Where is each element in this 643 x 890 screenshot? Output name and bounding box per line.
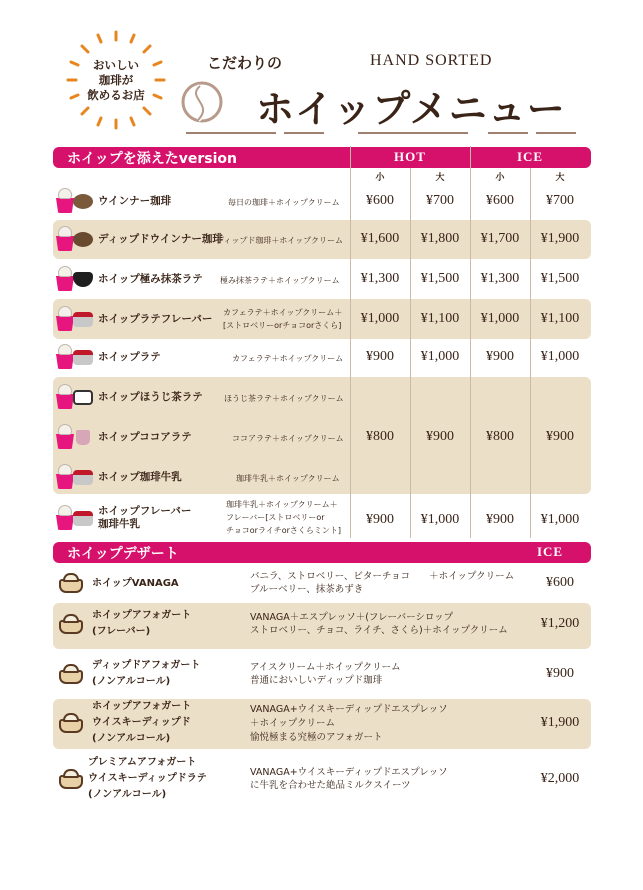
size-small: 小 xyxy=(375,173,385,183)
price-hot-large: ¥1,100 xyxy=(420,311,460,326)
matcha-bowl-icon xyxy=(73,269,95,289)
price-hot-small: ¥1,000 xyxy=(360,311,400,326)
price-ice-large: ¥1,000 xyxy=(540,512,580,527)
item-desc: ココアラテ＋ホイップクリーム xyxy=(232,434,344,443)
section-title: ホイップデザート xyxy=(67,546,179,562)
item-desc: ディップド珈琲＋ホイップクリーム xyxy=(216,236,343,245)
badge-text: おいしい 珈琲が 飲めるお店 xyxy=(87,58,145,102)
whip-cup-icon xyxy=(55,266,75,292)
price-ice-small: ¥900 xyxy=(486,512,514,527)
dessert-name: ホイップVANAGA xyxy=(92,578,179,589)
dessert-desc: 愉悦極まる究極のアフォガート xyxy=(250,732,383,743)
item-desc: 毎日の珈琲＋ホイップクリーム xyxy=(228,198,340,207)
price-ice-large: ¥1,100 xyxy=(540,311,580,326)
dessert-desc: VANAGA＋エスプレッソ＋(フレーバーシロップ xyxy=(250,612,454,623)
whip-cup-icon xyxy=(55,306,75,332)
dessert-price: ¥600 xyxy=(546,575,574,590)
dessert-price: ¥1,900 xyxy=(540,715,580,730)
hot-column-label: HOT xyxy=(394,149,426,164)
dessert-cup-icon xyxy=(58,713,84,733)
milk-carton-icon xyxy=(73,508,95,528)
price-hot-large: ¥900 xyxy=(426,429,454,444)
dessert-desc: に牛乳を合わせた絶品ミルクスイーツ xyxy=(250,780,411,791)
divider xyxy=(284,132,324,134)
tea-cup-icon xyxy=(73,387,95,407)
divider xyxy=(358,132,468,134)
item-name: ウインナー珈琲 xyxy=(98,195,172,207)
item-desc: 珈琲牛乳＋ホイップクリーム＋ xyxy=(226,500,338,509)
dessert-desc: ブルーベリー、抹茶あずき xyxy=(250,584,364,595)
price-ice-large: ¥1,000 xyxy=(540,349,580,364)
dessert-name: ホイップアフォガート xyxy=(92,701,192,712)
item-name: ホイップ珈琲牛乳 xyxy=(98,471,182,483)
item-name: ホイップラテ xyxy=(98,351,161,363)
price-hot-large: ¥1,500 xyxy=(420,271,460,286)
price-hot-large: ¥1,000 xyxy=(420,349,460,364)
shop-logo-icon xyxy=(178,78,238,128)
header xyxy=(0,0,643,140)
price-ice-small: ¥1,000 xyxy=(480,311,520,326)
section-header-dessert xyxy=(53,542,591,563)
dessert-name: ウイスキーディップドラテ xyxy=(88,773,207,784)
dessert-cup-icon xyxy=(58,573,84,593)
item-name: ホイップフレーバー xyxy=(98,505,192,517)
dessert-cup-icon xyxy=(58,614,84,634)
dessert-desc: ストロベリー、チョコ、ライチ、さくら)＋ホイップクリーム xyxy=(250,625,508,636)
whip-cup-icon xyxy=(55,384,75,410)
ice-column-label: ICE xyxy=(536,544,564,559)
price-ice-large: ¥1,500 xyxy=(540,271,580,286)
dessert-desc: ＋ホイップクリーム xyxy=(250,718,336,729)
item-name: 珈琲牛乳 xyxy=(98,518,140,530)
price-ice-small: ¥1,700 xyxy=(480,231,520,246)
price-hot-small: ¥900 xyxy=(366,512,394,527)
dessert-name: プレミアムアフォガート xyxy=(88,757,197,768)
price-ice-large: ¥700 xyxy=(546,193,574,208)
divider xyxy=(488,132,528,134)
price-hot-small: ¥900 xyxy=(366,349,394,364)
cocoa-glass-icon xyxy=(73,427,95,447)
item-name: ディップドウインナー珈琲 xyxy=(98,233,223,245)
divider xyxy=(536,132,576,134)
item-desc: ほうじ茶ラテ＋ホイップクリーム xyxy=(224,394,344,403)
size-small: 小 xyxy=(495,173,505,183)
size-large: 大 xyxy=(435,173,445,183)
dessert-name: ディップドアフォガート xyxy=(92,660,201,671)
price-hot-large: ¥1,000 xyxy=(420,512,460,527)
item-desc: 珈琲牛乳＋ホイップクリーム xyxy=(236,474,340,483)
price-ice-small: ¥600 xyxy=(486,193,514,208)
price-ice-small: ¥1,300 xyxy=(480,271,520,286)
section-title: ホイップを添えたversion xyxy=(67,151,237,167)
coffee-cup-icon xyxy=(73,191,95,211)
price-hot-small: ¥800 xyxy=(366,429,394,444)
whip-cup-icon xyxy=(55,226,75,252)
dessert-desc: 普通においしいディップド珈琲 xyxy=(250,675,383,686)
item-desc: チョコorライチorさくらミント] xyxy=(226,526,342,535)
item-name: ホイップココアラテ xyxy=(98,431,192,443)
price-hot-large: ¥1,800 xyxy=(420,231,460,246)
milk-carton-icon xyxy=(73,347,95,367)
dessert-desc: アイスクリーム＋ホイップクリーム xyxy=(250,662,401,673)
size-large: 大 xyxy=(555,173,565,183)
price-hot-small: ¥1,600 xyxy=(360,231,400,246)
whip-cup-icon xyxy=(55,505,75,531)
section-header-whip-version xyxy=(53,147,591,168)
item-name: ホイップラテフレーバー xyxy=(98,313,213,325)
milk-carton-icon xyxy=(73,467,95,487)
whip-cup-icon xyxy=(55,424,75,450)
price-ice-large: ¥1,900 xyxy=(540,231,580,246)
milk-carton-icon xyxy=(73,309,95,329)
item-desc: [ストロベリーorチョコorさくら] xyxy=(223,321,342,330)
whip-cup-icon xyxy=(55,344,75,370)
dessert-desc: バニラ、ストロベリー、ビターチョコ ＋ホイップクリーム xyxy=(250,571,515,582)
whip-cup-icon xyxy=(55,464,75,490)
dessert-desc: VANAGA+ウイスキーディップドエスプレッソ xyxy=(250,767,448,778)
dessert-name: (ノンアルコール) xyxy=(92,733,171,744)
item-desc: カフェラテ＋ホイップクリーム xyxy=(232,354,344,363)
dessert-name: (ノンアルコール) xyxy=(88,789,167,800)
dessert-name: (ノンアルコール) xyxy=(92,676,171,687)
subtitle: こだわりの xyxy=(207,54,283,72)
price-hot-small: ¥1,300 xyxy=(360,271,400,286)
dessert-desc: VANAGA+ウイスキーディップドエスプレッソ xyxy=(250,704,448,715)
ice-column-label: ICE xyxy=(516,149,544,164)
dessert-cup-icon xyxy=(58,664,84,684)
item-name: ホイップ極み抹茶ラテ xyxy=(98,273,203,285)
dessert-price: ¥900 xyxy=(546,666,574,681)
dessert-name: ホイップアフォガート xyxy=(92,610,192,621)
dessert-price: ¥1,200 xyxy=(540,616,580,631)
divider xyxy=(186,132,276,134)
price-hot-large: ¥700 xyxy=(426,193,454,208)
hand-sorted-label: HAND SORTED xyxy=(370,52,493,69)
item-name: ホイップほうじ茶ラテ xyxy=(98,391,203,403)
item-desc: フレーバー[ストロベリーor xyxy=(226,513,325,522)
dessert-cup-icon xyxy=(58,769,84,789)
page-title: ホイップメニュー xyxy=(256,86,566,131)
item-desc: カフェラテ＋ホイップクリーム＋ xyxy=(223,308,343,317)
price-ice-large: ¥900 xyxy=(546,429,574,444)
price-ice-small: ¥900 xyxy=(486,349,514,364)
coffee-cup-icon xyxy=(73,229,95,249)
item-desc: 極み抹茶ラテ＋ホイップクリーム xyxy=(220,276,340,285)
price-hot-small: ¥600 xyxy=(366,193,394,208)
dessert-name: ウイスキーディップド xyxy=(92,717,191,728)
price-ice-small: ¥800 xyxy=(486,429,514,444)
dessert-name: (フレーバー) xyxy=(92,626,151,637)
dessert-price: ¥2,000 xyxy=(540,771,580,786)
whip-cup-icon xyxy=(55,188,75,214)
